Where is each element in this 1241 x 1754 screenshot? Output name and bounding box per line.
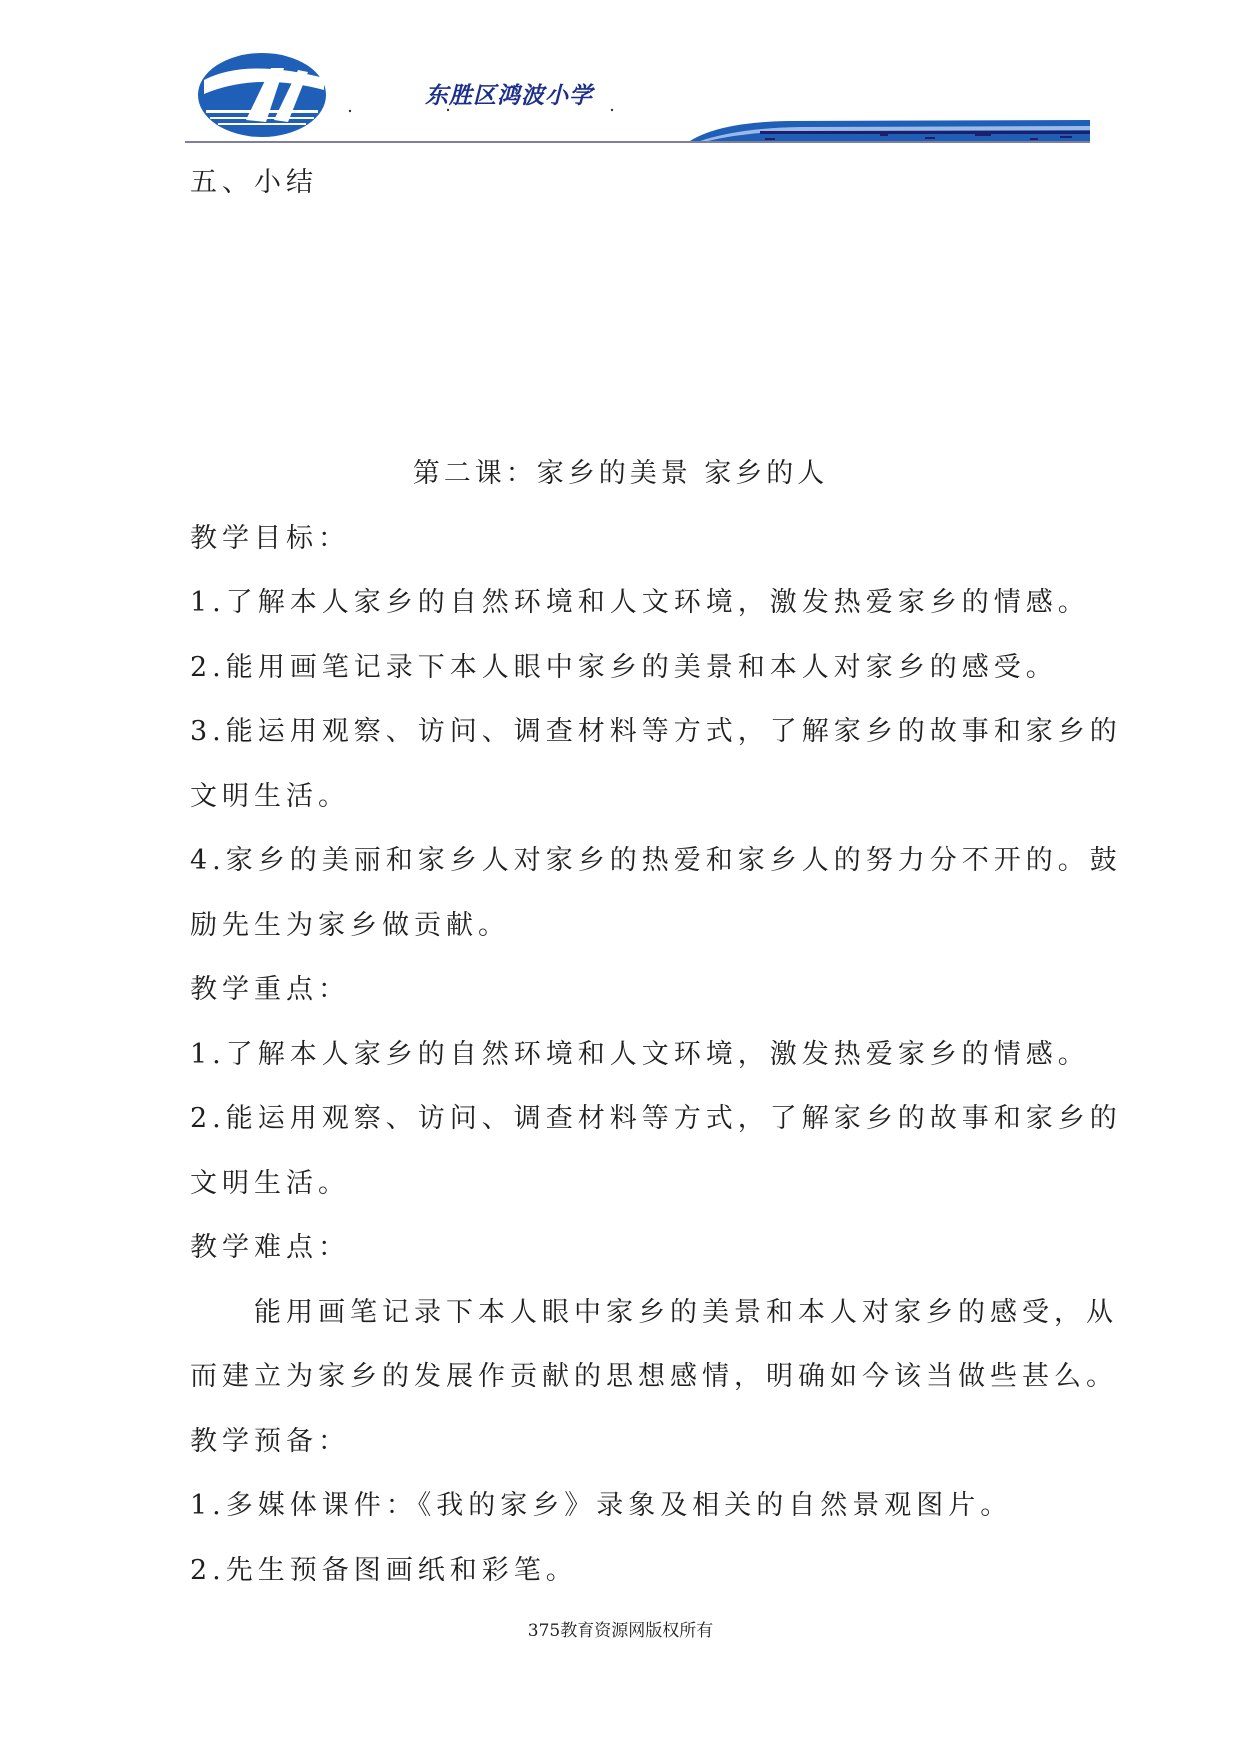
objective-3-line-1: 3.能运用观察、访问、调查材料等方式，了解家乡的故事和家乡的 [190,716,1122,747]
objective-4-line-2: 励先生为家乡做贡献。 [190,910,510,941]
objective-4-line-1: 4.家乡的美丽和家乡人对家乡的热爱和家乡人的努力分不开的。鼓 [190,845,1122,876]
lesson-title: 第二课：家乡的美景 家乡的人 [412,458,829,489]
heading-preparation: 教学预备： [190,1426,350,1457]
heading-objectives: 教学目标： [190,523,350,554]
difficulty-line-2: 而建立为家乡的发展作贡献的思想感情，明确如今该当做些甚么。 [190,1361,1118,1392]
copyright-footer: 375教育资源网版权所有 [527,1621,714,1641]
objective-2: 2.能用画笔记录下本人眼中家乡的美景和本人对家乡的感受。 [190,652,1058,683]
preparation-1: 1.多媒体课件：《我的家乡》录象及相关的自然景观图片。 [190,1490,1013,1521]
heading-difficulties: 教学难点： [190,1232,350,1263]
objective-3-line-2: 文明生活。 [190,781,350,812]
header-rule [0,0,1241,160]
heading-key-points: 教学重点： [190,974,350,1005]
page-header [0,0,1241,160]
key-point-2-line-1: 2.能运用观察、访问、调查材料等方式，了解家乡的故事和家乡的 [190,1103,1122,1134]
key-point-2-line-2: 文明生活。 [190,1168,350,1199]
section-heading-summary: 五、小结 [190,167,318,198]
preparation-2: 2.先生预备图画纸和彩笔。 [190,1555,578,1586]
difficulty-line-1: 能用画笔记录下本人眼中家乡的美景和本人对家乡的感受，从 [190,1297,1118,1328]
school-name: 东胜区鸿波小学 [425,83,593,109]
key-point-1: 1.了解本人家乡的自然环境和人文环境，激发热爱家乡的情感。 [190,1039,1090,1070]
objective-1: 1.了解本人家乡的自然环境和人文环境，激发热爱家乡的情感。 [190,587,1090,618]
